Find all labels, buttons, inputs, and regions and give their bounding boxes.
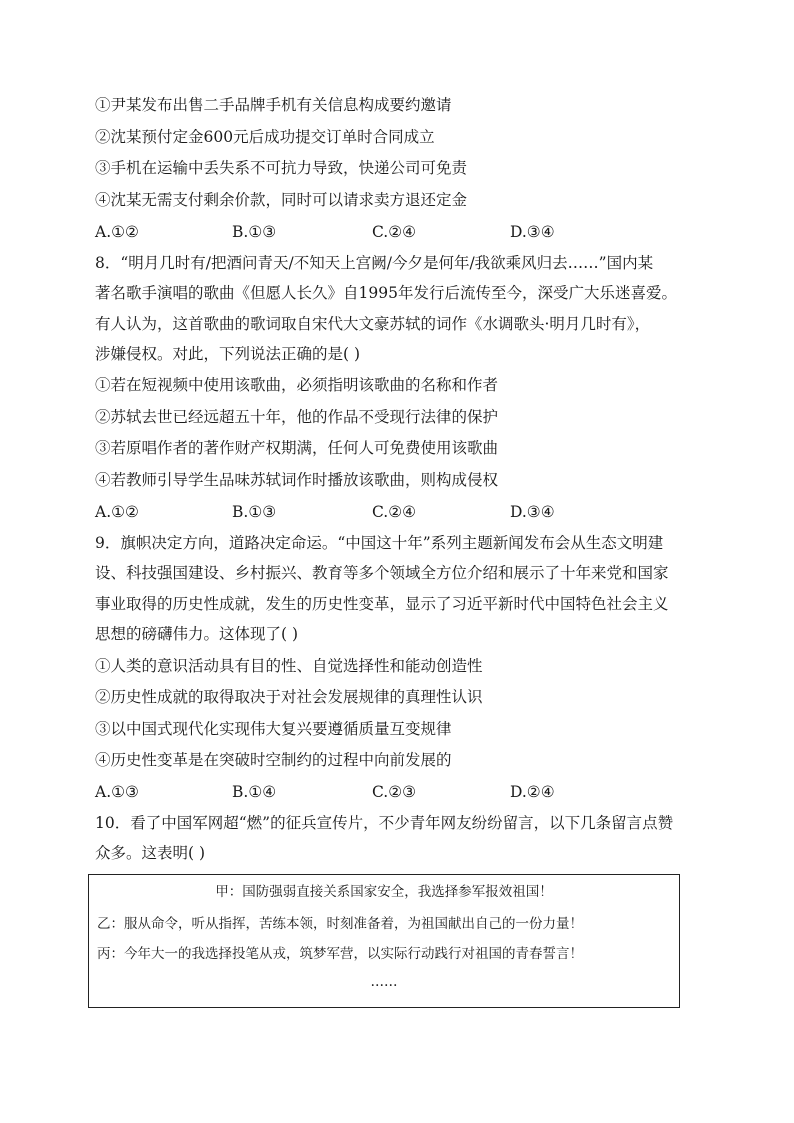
q8-option-d[interactable]: D.③④	[510, 503, 555, 521]
q10-quote-yi: 乙：服从命令，听从指挥，苦练本领，时刻准备着，为祖国献出自己的一份力量！	[97, 916, 583, 932]
q9-statement-3: ③以中国式现代化实现伟大复兴要遵循质量互变规律	[95, 720, 452, 738]
q10-quote-box	[88, 874, 680, 1008]
q7-option-b[interactable]: B.①③	[232, 223, 277, 241]
q7-option-a[interactable]: A.①②	[95, 223, 139, 241]
q9-option-b[interactable]: B.①④	[232, 783, 277, 801]
q8-options	[95, 501, 695, 523]
q7-statement-2: ②沈某预付定金600元后成功提交订单时合同成立	[95, 128, 435, 146]
q8-statement-4: ④若教师引导学生品味苏轼词作时播放该歌曲，则构成侵权	[95, 471, 499, 489]
q9-statement-4: ④历史性变革是在突破时空制约的过程中向前发展的	[95, 751, 452, 769]
q8-option-a[interactable]: A.①②	[95, 503, 139, 521]
q8-stem-line-1: 8．“明月几时有/把酒问青天/不知天上宫阙/今夕是何年/我欲乘风归去……”国内某	[95, 254, 654, 272]
q10-quote-bing: 丙：今年大一的我选择投笔从戎，筑梦军营，以实际行动践行对祖国的青春誓言！	[97, 946, 583, 962]
q10-stem-line-1: 10．看了中国军网超“燃”的征兵宣传片，不少青年网友纷纷留言，以下几条留言点赞	[95, 814, 674, 832]
q9-stem-line-3: 事业取得的历史性成就，发生的历史性变革，显示了习近平新时代中国特色社会主义	[95, 595, 669, 613]
q8-stem-line-4: 涉嫌侵权。对此，下列说法正确的是( )	[95, 345, 361, 363]
q8-option-b[interactable]: B.①③	[232, 503, 277, 521]
q10-stem-line-2: 众多。这表明( )	[95, 844, 206, 862]
q8-statement-1: ①若在短视频中使用该歌曲，必须指明该歌曲的名称和作者	[95, 376, 499, 394]
q9-option-a[interactable]: A.①③	[95, 783, 139, 801]
q9-stem-line-4: 思想的磅礴伟力。这体现了( )	[95, 625, 299, 643]
q9-options	[95, 781, 695, 803]
q9-option-d[interactable]: D.②④	[510, 783, 555, 801]
q10-quote-jia: 甲：国防强弱直接关系国家安全，我选择参军报效祖国！	[215, 884, 553, 900]
q8-stem-line-2: 著名歌手演唱的歌曲《但愿人长久》自1995年发行后流传至今，深受广大乐迷喜爱。	[95, 284, 677, 302]
q8-stem-line-3: 有人认为，这首歌曲的歌词取自宋代大文豪苏轼的词作《水调歌头·明月几时有》，	[95, 315, 651, 333]
q7-option-c[interactable]: C.②④	[372, 223, 417, 241]
q8-option-c[interactable]: C.②④	[372, 503, 417, 521]
q9-stem-line-1: 9．旗帜决定方向，道路决定命运。“中国这十年”系列主题新闻发布会从生态文明建	[95, 534, 664, 552]
q7-statement-4: ④沈某无需支付剩余价款，同时可以请求卖方退还定金	[95, 191, 468, 209]
q9-option-c[interactable]: C.②③	[372, 783, 417, 801]
q9-stem-line-2: 设、科技强国建设、乡村振兴、教育等多个领域全方位介绍和展示了十年来党和国家	[95, 564, 669, 582]
q10-quote-ellipsis: ……	[370, 974, 398, 990]
q7-statement-3: ③手机在运输中丢失系不可抗力导致，快递公司可免责	[95, 159, 468, 177]
q9-statement-2: ②历史性成就的取得取决于对社会发展规律的真理性认识	[95, 688, 483, 706]
q8-statement-2: ②苏轼去世已经远超五十年，他的作品不受现行法律的保护	[95, 408, 499, 426]
q7-option-d[interactable]: D.③④	[510, 223, 555, 241]
q7-options	[95, 221, 695, 243]
q8-statement-3: ③若原唱作者的著作财产权期满，任何人可免费使用该歌曲	[95, 439, 499, 457]
q9-statement-1: ①人类的意识活动具有目的性、自觉选择性和能动创造性	[95, 657, 483, 675]
q7-statement-1: ①尹某发布出售二手品牌手机有关信息构成要约邀请	[95, 96, 452, 114]
